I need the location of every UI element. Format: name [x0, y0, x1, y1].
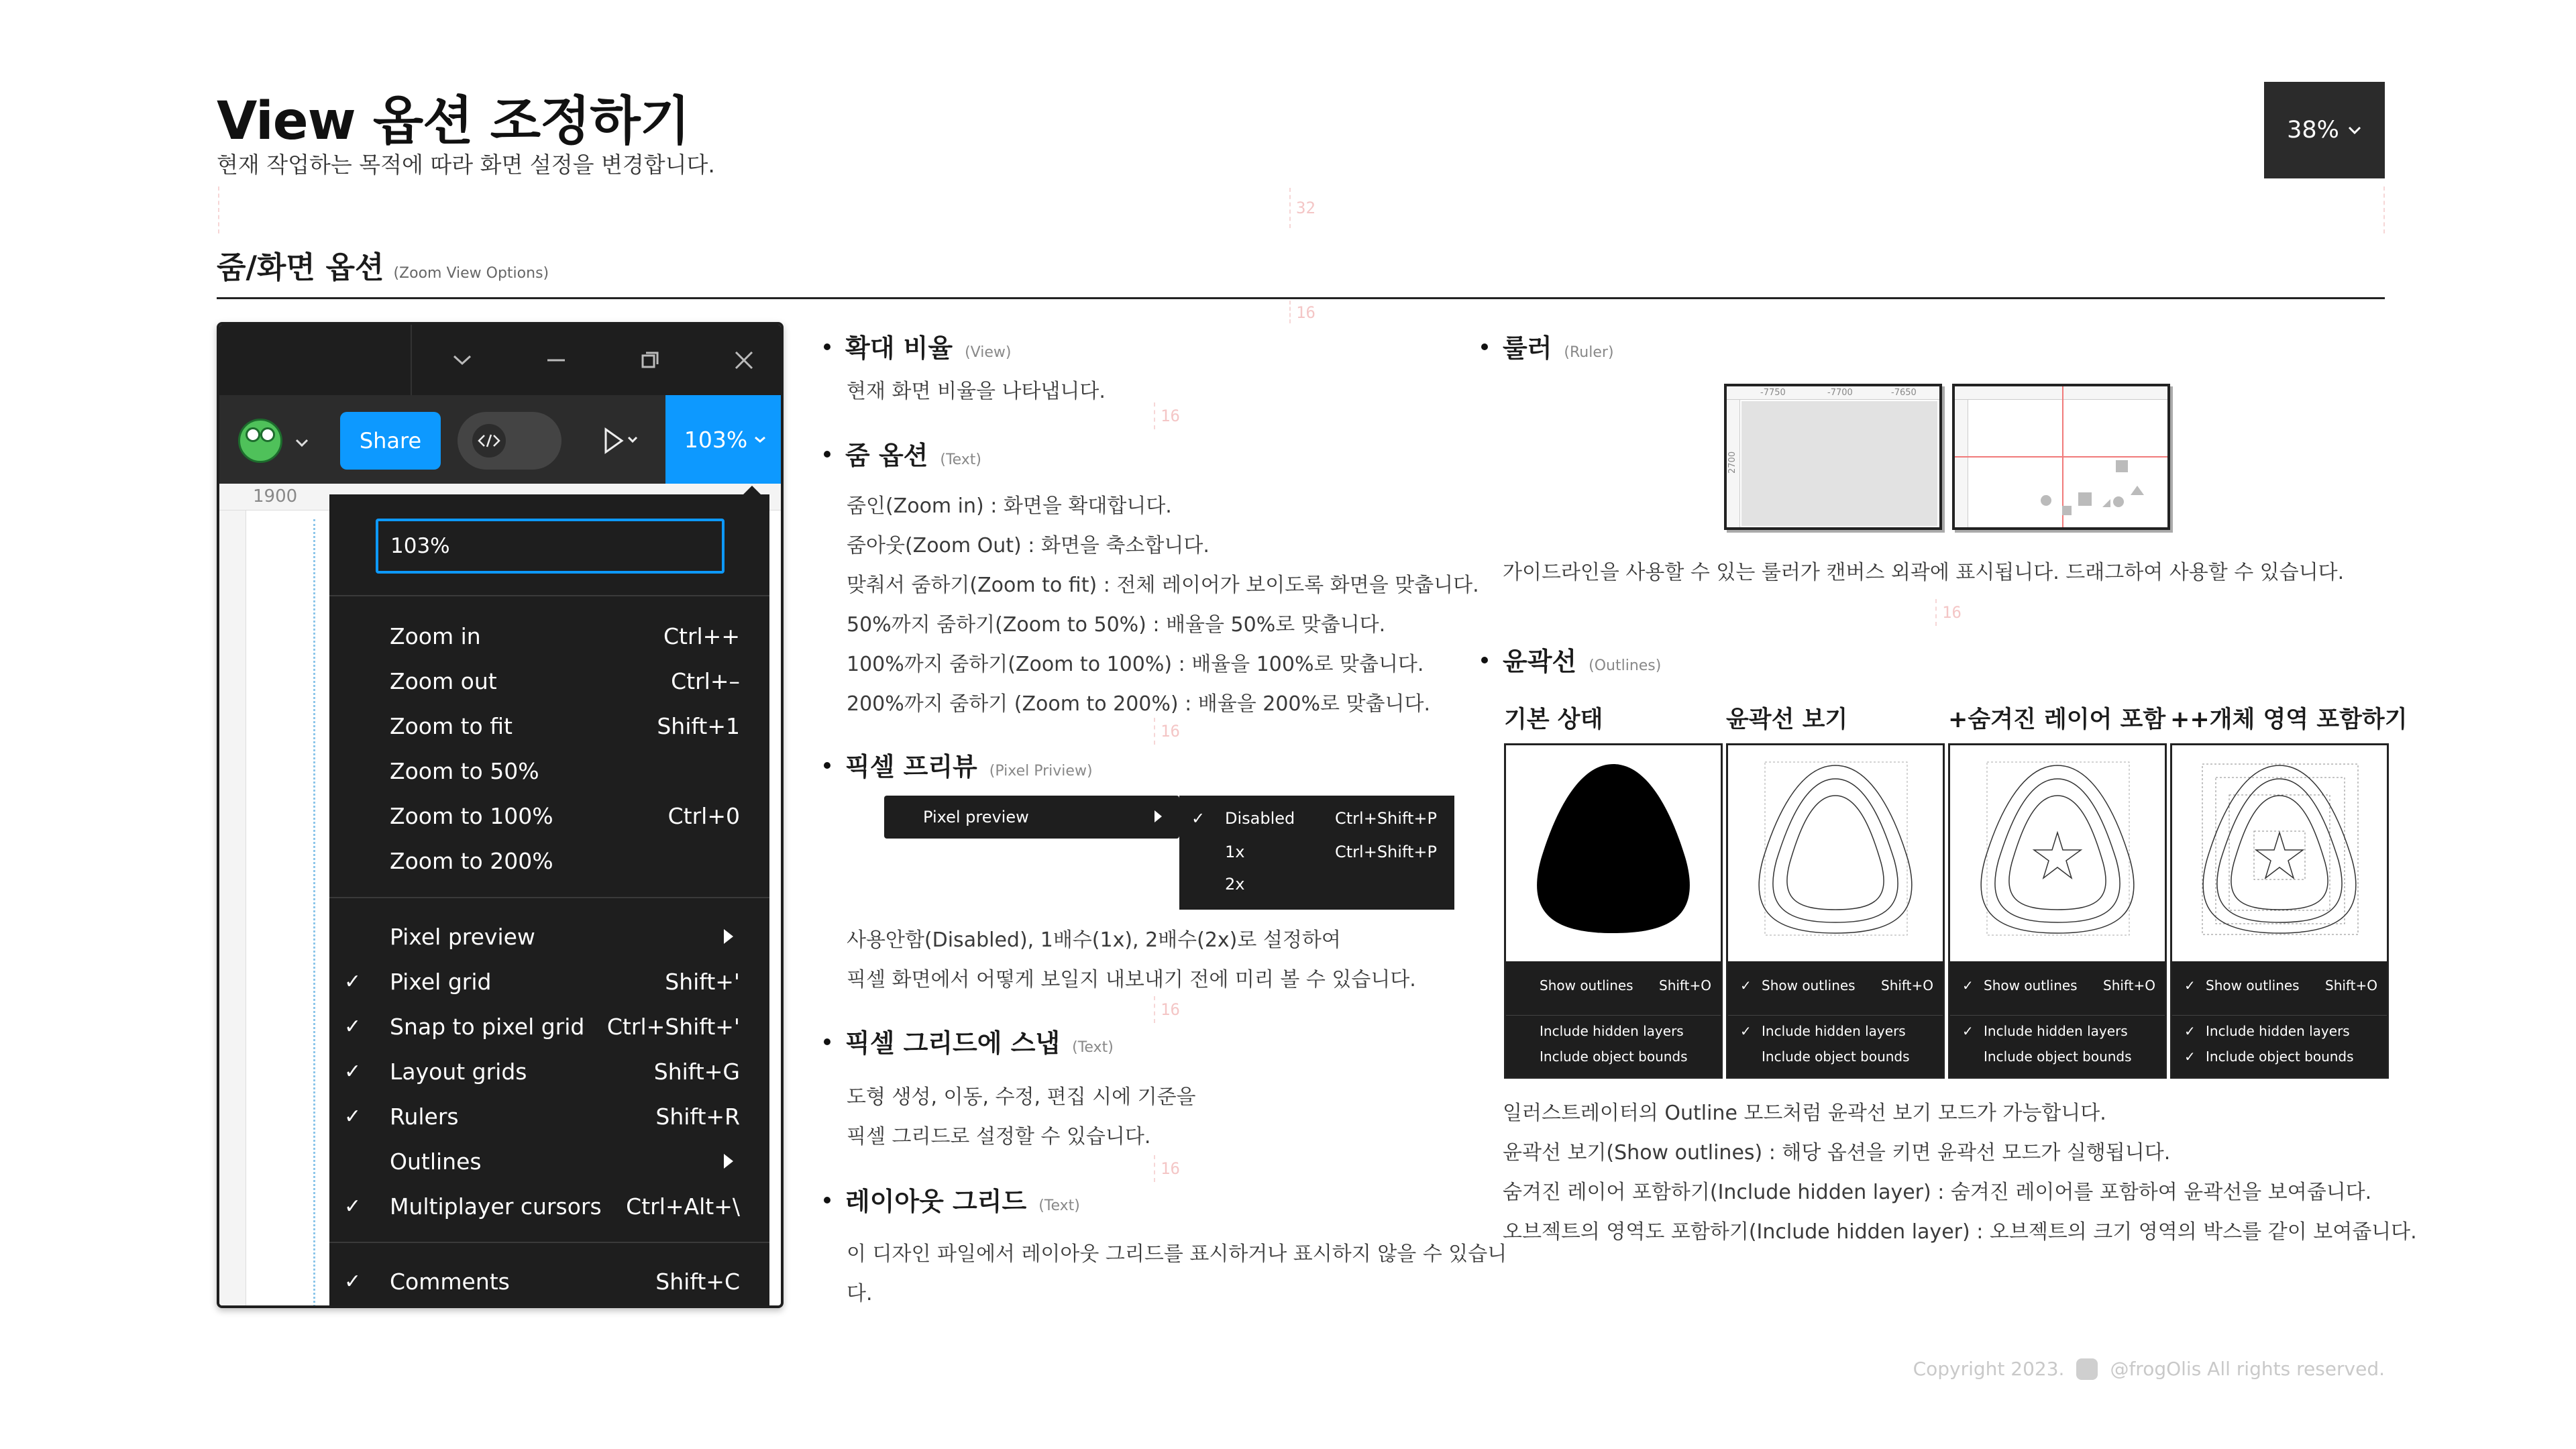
- text-line: 윤곽선 보기(Show outlines) : 해당 옵션을 키면 윤곽선 모드가 실행됩니다.: [1503, 1141, 2171, 1165]
- chevron-down-icon[interactable]: [294, 437, 309, 450]
- title-bar-divider: [411, 325, 412, 395]
- check-icon: ✓: [1191, 809, 1205, 828]
- text-line: 이 디자인 파일에서 레이아웃 그리드를 표시하거나 표시하지 않을 수 있습니: [847, 1242, 1507, 1266]
- ruler-top-strip: [1727, 386, 1939, 400]
- guide-line: [1154, 718, 1155, 745]
- submenu-arrow-icon: [724, 929, 733, 944]
- menu-item-label: Multiplayer cursors: [390, 1193, 602, 1220]
- heading-tag: (Ruler): [1564, 344, 1614, 361]
- menu-item-layout-grids[interactable]: [329, 1051, 769, 1092]
- outline-options: [1728, 961, 1943, 1077]
- ruler-tick: -7750: [1760, 388, 1786, 398]
- ruler-example-canvas: [1724, 384, 1942, 530]
- guide-line: [1154, 1155, 1155, 1182]
- text-line: 줌아웃(Zoom Out) : 화면을 축소합니다.: [847, 534, 1210, 557]
- bullet: [824, 343, 830, 350]
- submenu-item-label: Disabled: [1225, 809, 1295, 828]
- menu-separator: [2172, 1015, 2387, 1016]
- option-include-hidden[interactable]: [1950, 1023, 2165, 1047]
- menu-item-label: Pixel preview: [390, 923, 535, 950]
- bullet: [1481, 657, 1488, 663]
- frog-logo-icon: [2076, 1358, 2098, 1380]
- option-show-outlines[interactable]: [1728, 977, 1943, 1004]
- canvas-guide: [313, 519, 315, 1308]
- menu-item-outlines[interactable]: [329, 1140, 769, 1182]
- menu-item-shortcut: Shift+C: [655, 1268, 740, 1295]
- option-label: Show outlines: [1762, 977, 1856, 994]
- option-shortcut: Shift+O: [2103, 977, 2155, 994]
- view-desc: 현재 화면 비율을 나타냅니다.: [847, 380, 1106, 403]
- menu-item-shortcut: Shift+1: [657, 712, 740, 739]
- heading-text: 룰러: [1503, 333, 1552, 363]
- section-title-text: 줌/화면 옵션: [217, 250, 384, 285]
- heading-text: 픽셀 그리드에 스냅: [845, 1028, 1061, 1058]
- bullet: [824, 451, 830, 458]
- heading-text: 픽셀 프리뷰: [845, 752, 977, 782]
- check-icon: ✓: [344, 1194, 362, 1218]
- dev-mode-toggle[interactable]: [458, 412, 561, 470]
- menu-item-rulers[interactable]: [329, 1095, 769, 1137]
- menu-item-zoom-out[interactable]: [329, 660, 769, 702]
- text-line: 픽셀 그리드로 설정할 수 있습니다.: [847, 1125, 1151, 1148]
- heading-layout-grid: [824, 1181, 1080, 1218]
- ruler-value: 1900: [253, 486, 298, 506]
- check-icon: ✓: [344, 1104, 362, 1128]
- shape-preview: [1506, 745, 1721, 965]
- menu-item-comments[interactable]: [329, 1260, 769, 1302]
- guide-line: [1154, 996, 1155, 1023]
- layout-desc: [847, 1234, 1507, 1313]
- menu-item-shortcut: Shift+': [665, 968, 740, 995]
- check-icon: ✓: [2184, 1023, 2196, 1039]
- option-label: Include object bounds: [1762, 1049, 1910, 1065]
- section-title: [217, 243, 549, 286]
- menu-item-label: Zoom to 100%: [390, 802, 553, 829]
- heading-tag: (Pixel Priview): [989, 763, 1093, 780]
- outline-options: [2172, 961, 2387, 1077]
- option-include-bounds[interactable]: [2172, 1049, 2387, 1073]
- check-icon: ✓: [1962, 1023, 1974, 1039]
- guide-line: [1289, 188, 1291, 228]
- guide-line: [1935, 599, 1937, 626]
- heading-view: [824, 327, 1011, 364]
- menu-separator: [1728, 1015, 1943, 1016]
- copyright-text: Copyright 2023.: [1913, 1358, 2065, 1380]
- vertical-ruler[interactable]: [219, 511, 246, 1308]
- guide-label: 16: [1161, 722, 1180, 741]
- text-line: 픽셀 화면에서 어떻게 보일지 내보내기 전에 미리 볼 수 있습니다.: [847, 968, 1416, 991]
- shapes-illustration: [2035, 453, 2169, 527]
- submenu-arrow-icon: [724, 1154, 733, 1169]
- menu-item-zoom-100[interactable]: [329, 795, 769, 837]
- play-icon[interactable]: [602, 424, 642, 458]
- guide-line: [2383, 186, 2385, 233]
- submenu-item-label: 1x: [1225, 843, 1245, 861]
- outlines-desc: [1503, 1093, 2417, 1252]
- option-include-hidden[interactable]: [1728, 1023, 1943, 1047]
- outline-options: [1950, 961, 2165, 1077]
- menu-item-zoom-in[interactable]: [329, 615, 769, 657]
- menu-item-label: Rulers: [390, 1103, 459, 1130]
- option-shortcut: Shift+O: [2325, 977, 2377, 994]
- menu-item-shortcut: Ctrl++: [663, 623, 740, 649]
- guide-label: 16: [1942, 603, 1962, 622]
- pixel-preview-menu-item[interactable]: [884, 796, 1179, 839]
- option-label: Include object bounds: [1540, 1049, 1688, 1065]
- menu-item-label: Zoom to 200%: [390, 847, 553, 874]
- text-line: 50%까지 줌하기(Zoom to 50%) : 배율을 50%로 맞춥니다.: [847, 613, 1386, 637]
- ruler-tick: 2700: [1727, 451, 1737, 474]
- menu-item-shortcut: Ctrl+0: [667, 802, 740, 829]
- menu-caret: [743, 486, 761, 495]
- submenu-item-label: 2x: [1225, 875, 1245, 894]
- submenu-item-disabled[interactable]: [1179, 802, 1454, 835]
- outline-card-title: 윤곽선 보기: [1726, 706, 1848, 733]
- outline-card-title: ++개체 영역 포함하기: [2170, 706, 2408, 733]
- check-icon: ✓: [344, 1059, 362, 1083]
- menu-item-shortcut: Shift+G: [653, 1058, 740, 1085]
- shape-preview: [1950, 745, 2165, 965]
- check-icon: ✓: [1962, 977, 1974, 994]
- heading-text: 줌 옵션: [845, 441, 928, 470]
- avatar[interactable]: [238, 419, 282, 463]
- submenu-item-1x[interactable]: [1179, 836, 1454, 868]
- option-label: Show outlines: [2206, 977, 2300, 994]
- text-line: 도형 생성, 이동, 수정, 편집 시에 기준을: [847, 1085, 1196, 1109]
- option-include-hidden[interactable]: [2172, 1023, 2387, 1047]
- heading-tag: (Text): [1072, 1039, 1114, 1056]
- check-icon: ✓: [2184, 1049, 2196, 1065]
- bullet: [1481, 343, 1488, 350]
- check-icon: ✓: [1740, 977, 1752, 994]
- option-include-bounds[interactable]: [1950, 1049, 2165, 1073]
- menu-item-label: Zoom to 50%: [390, 757, 539, 784]
- ruler-tick: -7650: [1891, 388, 1917, 398]
- menu-item-shortcut: Ctrl+–: [671, 667, 740, 694]
- menu-item-pixel-preview[interactable]: [329, 916, 769, 957]
- check-icon: ✓: [344, 969, 362, 994]
- bullet: [824, 1197, 830, 1203]
- heading-zoom-options: [824, 435, 981, 472]
- option-include-bounds[interactable]: [1728, 1049, 1943, 1073]
- text-line: 200%까지 줌하기 (Zoom to 200%) : 배율을 200%로 맞춥니다.: [847, 692, 1430, 716]
- shape-preview: [1728, 745, 1943, 965]
- option-label: Include hidden layers: [1540, 1023, 1684, 1039]
- option-label: Include object bounds: [1984, 1049, 2132, 1065]
- menu-item-pixel-grid[interactable]: [329, 961, 769, 1002]
- footer-copyright: [1913, 1358, 2385, 1380]
- title-bar: [219, 325, 784, 395]
- option-label: Show outlines: [1984, 977, 2078, 994]
- page-subtitle: 현재 작업하는 목적에 따라 화면 설정을 변경합니다.: [217, 152, 715, 178]
- heading-tag: (View): [965, 344, 1012, 361]
- heading-tag: (Outlines): [1589, 657, 1662, 674]
- menu-separator: [1950, 1015, 2165, 1016]
- ruler-left-strip: [1955, 400, 1968, 527]
- menu-item-shortcut: Ctrl+Shift+': [606, 1013, 740, 1040]
- outline-card-object-bounds: [2170, 743, 2389, 1079]
- heading-snap: [824, 1022, 1114, 1059]
- guide-label: 16: [1161, 407, 1180, 425]
- check-icon: ✓: [344, 1014, 362, 1038]
- text-line: 맞춰서 줌하기(Zoom to fit) : 전체 레이어가 보이도록 화면을 맞춥니다.: [847, 574, 1479, 597]
- menu-separator: [329, 1242, 769, 1243]
- snap-desc: [847, 1077, 1196, 1157]
- heading-pixel-preview: [824, 746, 1093, 783]
- bullet: [824, 762, 830, 769]
- menu-item-zoom-200[interactable]: [329, 840, 769, 881]
- submenu-arrow-icon: [1155, 810, 1162, 822]
- guide-label: 16: [1161, 1159, 1180, 1178]
- section-title-en: (Zoom View Options): [393, 265, 549, 282]
- outline-card-hidden-layers: [1948, 743, 2167, 1079]
- guide-line: [1154, 402, 1155, 429]
- option-label: Show outlines: [1540, 977, 1633, 994]
- outline-card-show-outlines: [1726, 743, 1945, 1079]
- zoom-value: 103%: [684, 426, 748, 453]
- menu-item-label: Pixel preview: [923, 808, 1029, 826]
- text-line: 줌인(Zoom in) : 화면을 확대합니다.: [847, 494, 1172, 518]
- heading-text: 레이아웃 그리드: [845, 1187, 1027, 1216]
- option-shortcut: Shift+O: [1659, 977, 1711, 994]
- menu-separator: [1506, 1015, 1721, 1016]
- canvas-frame: [1741, 401, 1937, 526]
- text-line: 다.: [847, 1282, 873, 1305]
- minimize-icon[interactable]: [539, 345, 573, 375]
- ruler-guides-canvas: [1952, 384, 2170, 530]
- menu-item-label: Snap to pixel grid: [390, 1013, 585, 1040]
- option-label: Include hidden layers: [1762, 1023, 1906, 1039]
- menu-item-label: Comments: [390, 1268, 510, 1295]
- zoom-dropdown[interactable]: [665, 395, 784, 484]
- guide-label: 32: [1296, 199, 1316, 217]
- figma-window: [217, 322, 784, 1308]
- option-label: Include object bounds: [2206, 1049, 2354, 1065]
- menu-item-label: Pixel grid: [390, 968, 492, 995]
- zoom-badge-value: 38%: [2287, 117, 2339, 144]
- option-include-bounds[interactable]: [1506, 1049, 1721, 1073]
- check-icon: ✓: [1740, 1023, 1752, 1039]
- menu-item-label: Zoom out: [390, 667, 497, 694]
- submenu-item-2x[interactable]: [1179, 868, 1454, 900]
- option-show-outlines[interactable]: [2172, 977, 2387, 1004]
- code-icon: [472, 424, 506, 458]
- close-icon[interactable]: [727, 345, 761, 375]
- guide-label: 16: [1161, 1000, 1180, 1019]
- option-include-hidden[interactable]: [1506, 1023, 1721, 1047]
- menu-item-shortcut: Ctrl+Alt+\: [626, 1193, 740, 1220]
- text-line: 오브젝트의 영역도 포함하기(Include hidden layer) : 오브젝트의 크기 영역의 박스를 같이 보여줍니다.: [1503, 1220, 2417, 1244]
- menu-item-multiplayer-cursors[interactable]: [329, 1185, 769, 1227]
- ruler-top-strip: [1955, 386, 2167, 400]
- chevron-down-icon: [2347, 125, 2362, 135]
- section-divider: [217, 297, 2385, 299]
- option-label: Include hidden layers: [2206, 1023, 2350, 1039]
- heading-text: 확대 비율: [845, 333, 953, 363]
- menu-item-zoom-50[interactable]: [329, 750, 769, 792]
- zoom-desc: [847, 486, 1479, 724]
- heading-tag: (Text): [940, 451, 982, 468]
- menu-item-label: Layout grids: [390, 1058, 527, 1085]
- option-shortcut: Shift+O: [1881, 977, 1933, 994]
- zoom-badge[interactable]: [2264, 82, 2385, 178]
- restore-icon[interactable]: [633, 345, 667, 375]
- copyright-handle: @frogOlis All rights reserved.: [2110, 1358, 2385, 1380]
- chevron-down-icon[interactable]: [445, 345, 479, 375]
- pixel-preview-desc: [847, 920, 1416, 1000]
- zoom-menu: [329, 494, 769, 1308]
- heading-tag: (Text): [1038, 1197, 1080, 1214]
- page-title: View 옵션 조정하기: [217, 91, 690, 152]
- guide-label: 16: [1296, 303, 1316, 322]
- ruler-desc: 가이드라인을 사용할 수 있는 룰러가 캔버스 외곽에 표시됩니다. 드래그하여 사용할 수 있습니다.: [1503, 561, 2345, 584]
- share-button[interactable]: Share: [340, 412, 441, 470]
- check-icon: ✓: [2184, 977, 2196, 994]
- ruler-left-strip: [1727, 400, 1740, 527]
- check-icon: ✓: [344, 1269, 362, 1293]
- outline-card-default: [1504, 743, 1723, 1079]
- outline-options: [1506, 961, 1721, 1077]
- chevron-down-icon: [753, 435, 767, 444]
- menu-item-label: Zoom to fit: [390, 712, 513, 739]
- text-line: 숨겨진 레이어 포함하기(Include hidden layer) : 숨겨진 레이어를 포함하여 윤곽선을 보여줍니다.: [1503, 1181, 2372, 1204]
- menu-item-shortcut: Shift+R: [655, 1103, 740, 1130]
- heading-text: 윤곽선: [1503, 647, 1577, 676]
- zoom-input[interactable]: [376, 519, 724, 574]
- menu-separator: [329, 897, 769, 898]
- pixel-preview-submenu: [1179, 796, 1454, 910]
- option-show-outlines[interactable]: [1506, 977, 1721, 1004]
- menu-item-label: Outlines: [390, 1148, 482, 1175]
- outline-card-title: +숨겨진 레이어 포함: [1948, 706, 2166, 733]
- heading-ruler: [1481, 327, 1614, 364]
- option-show-outlines[interactable]: [1950, 977, 2165, 1004]
- guide-line: [218, 186, 219, 233]
- menu-separator: [329, 595, 769, 596]
- submenu-item-shortcut: Ctrl+Shift+P: [1335, 809, 1437, 828]
- ruler-tick: -7700: [1827, 388, 1853, 398]
- menu-item-snap-to-pixel-grid[interactable]: [329, 1006, 769, 1047]
- option-label: Include hidden layers: [1984, 1023, 2128, 1039]
- text-line: 100%까지 줌하기(Zoom to 100%) : 배율을 100%로 맞춥니다.: [847, 653, 1424, 676]
- menu-item-label: Zoom in: [390, 623, 481, 649]
- submenu-item-shortcut: Ctrl+Shift+P: [1335, 843, 1437, 861]
- bullet: [824, 1038, 830, 1045]
- text-line: 일러스트레이터의 Outline 모드처럼 윤곽선 보기 모드가 가능합니다.: [1503, 1102, 2106, 1125]
- heading-outlines: [1481, 641, 1661, 678]
- shape-preview: [2172, 745, 2387, 965]
- guide-line: [1289, 301, 1291, 323]
- outline-card-title: 기본 상태: [1504, 706, 1603, 733]
- text-line: 사용안함(Disabled), 1배수(1x), 2배수(2x)로 설정하여: [847, 928, 1341, 952]
- menu-item-zoom-to-fit[interactable]: [329, 705, 769, 747]
